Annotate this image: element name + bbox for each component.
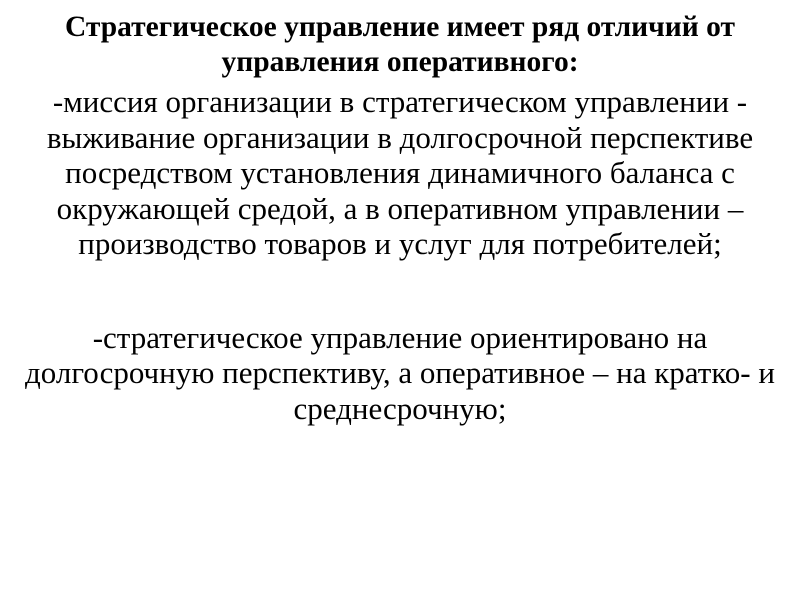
paragraph-mission: -миссия организации в стратегическом управлении - выживание организации в долгосрочной перспективе посредством установления динамичного баланса с окружающей средой, а в оперативном управлении – производство товаров и услуг для потребителей; bbox=[46, 84, 754, 261]
slide-title: Стратегическое управление имеет ряд отличий от управления оперативного: bbox=[64, 11, 736, 78]
paragraph-horizon: -стратегическое управление ориентировано на долгосрочную перспективу, а оперативное – на кратко- и среднесрочную; bbox=[25, 319, 775, 426]
